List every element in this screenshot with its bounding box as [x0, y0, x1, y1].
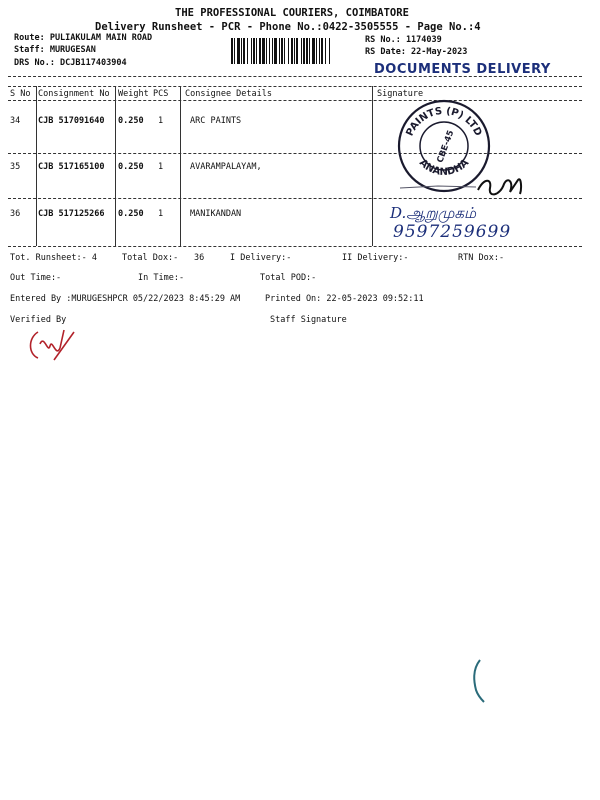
seal-bottom-text: ANANDHA: [416, 157, 472, 178]
barcode-bar: [309, 38, 310, 64]
barcode-bar: [321, 38, 323, 64]
row-34-sno: 34: [10, 116, 21, 126]
handwritten-phone: 9597259699: [393, 222, 512, 242]
table-bottom-rule: [8, 246, 582, 247]
signature-scribble-icon: [474, 172, 526, 202]
barcode-bar: [243, 38, 245, 64]
barcode-bar: [272, 38, 273, 64]
barcode-bar: [253, 38, 255, 64]
column-header-rule: [8, 100, 582, 101]
barcode-bar: [291, 38, 293, 64]
column-header-signature: Signature: [377, 89, 424, 99]
total-runsheet: Tot. Runsheet:- 4: [10, 253, 97, 263]
barcode-bar: [296, 38, 298, 64]
verified-by-label: Verified By: [10, 315, 67, 325]
route-label: Route: PULIAKULAM MAIN ROAD: [14, 33, 153, 43]
scan-mark-icon: [466, 656, 488, 706]
company-title: THE PROFESSIONAL COURIERS, COIMBATORE: [175, 7, 409, 19]
row-36-consignee: MANIKANDAN: [190, 209, 242, 219]
barcode-bar: [301, 38, 302, 64]
barcode-bar: [281, 38, 283, 64]
row-rule: [8, 153, 582, 154]
row-35-sno: 35: [10, 162, 21, 172]
barcode-bar: [312, 38, 315, 64]
row-34-consignee: ARC PAINTS: [190, 116, 242, 126]
printed-on: Printed On: 22-05-2023 09:52:11: [265, 294, 424, 304]
return-dox-label: RTN Dox:-: [458, 253, 505, 263]
runsheet-title: Delivery Runsheet - PCR - Phone No.:0422-3505555 - Page No.:4: [95, 21, 481, 33]
barcode-bar: [319, 38, 320, 64]
barcode-bar: [259, 38, 261, 64]
total-dox-label: Total Dox:-: [122, 253, 179, 263]
barcode-bar: [231, 38, 233, 64]
row-35-consignment: CJB 517165100: [38, 162, 105, 172]
staff-signature-label: Staff Signature: [270, 315, 347, 325]
drs-label: DRS No.: DCJB117403904: [14, 58, 127, 68]
barcode-bar: [316, 38, 317, 64]
barcode-bar: [274, 38, 277, 64]
column-divider: [180, 86, 181, 246]
documents-delivery-stamp: DOCUMENTS DELIVERY: [374, 62, 551, 77]
rs-number: RS No.: 1174039: [365, 35, 442, 45]
barcode-bar: [251, 38, 252, 64]
out-time-label: Out Time:-: [10, 273, 62, 283]
row-36-sno: 36: [10, 209, 21, 219]
column-divider: [372, 86, 373, 246]
barcode-bar: [241, 38, 242, 64]
seal-top-text: PAINTS (P) LTD: [404, 105, 484, 138]
verified-signature-icon: [24, 324, 80, 368]
stamp-underline-icon: [398, 170, 478, 192]
column-header-consignment: Consignment No: [38, 89, 110, 99]
row-34-consignment: CJB 517091640: [38, 116, 105, 126]
second-delivery-label: II Delivery:-: [342, 253, 409, 263]
barcode-bar: [294, 38, 295, 64]
total-dox-value: 36: [194, 253, 205, 263]
barcode-bar: [325, 38, 326, 64]
row-35-consignee: AVARAMPALAYAM,: [190, 162, 262, 172]
barcode-bar: [237, 38, 240, 64]
header-rule: [8, 76, 582, 77]
column-header-consignee: Consignee Details: [185, 89, 272, 99]
barcode-bar: [262, 38, 265, 64]
row-35-pcs: 1: [158, 162, 164, 172]
row-34-weight: 0.250: [118, 116, 144, 126]
column-divider: [115, 86, 116, 246]
row-36-consignment: CJB 517125266: [38, 209, 105, 219]
column-header-pcs: PCS: [153, 89, 169, 99]
header-rule: [8, 86, 582, 87]
barcode-icon: [231, 38, 359, 64]
barcode-bar: [247, 38, 248, 64]
staff-label: Staff: MURUGESAN: [14, 45, 96, 55]
barcode-bar: [279, 38, 280, 64]
row-36-weight: 0.250: [118, 209, 144, 219]
barcode-bar: [269, 38, 270, 64]
total-pod-label: Total POD:-: [260, 273, 317, 283]
barcode-bar: [306, 38, 308, 64]
row-36-pcs: 1: [158, 209, 164, 219]
row-35-weight: 0.250: [118, 162, 144, 172]
barcode-bar: [303, 38, 305, 64]
barcode-bar: [288, 38, 289, 64]
barcode-bar: [234, 38, 235, 64]
column-header-sno: S No: [10, 89, 31, 99]
barcode-bar: [329, 38, 330, 64]
column-divider: [36, 86, 37, 246]
rs-date: RS Date: 22-May-2023: [365, 47, 468, 57]
barcode-bar: [256, 38, 257, 64]
barcode-bar: [266, 38, 267, 64]
seal-center-text: CBE-45: [435, 129, 457, 165]
first-delivery-label: I Delivery:-: [230, 253, 292, 263]
row-34-pcs: 1: [158, 116, 164, 126]
handwritten-name: D.ஆறுமுகம்: [390, 204, 477, 222]
column-header-weight: Weight: [118, 89, 149, 99]
entered-by: Entered By :MURUGESHPCR 05/22/2023 8:45:29 AM: [10, 294, 241, 304]
barcode-bar: [284, 38, 285, 64]
in-time-label: In Time:-: [138, 273, 185, 283]
